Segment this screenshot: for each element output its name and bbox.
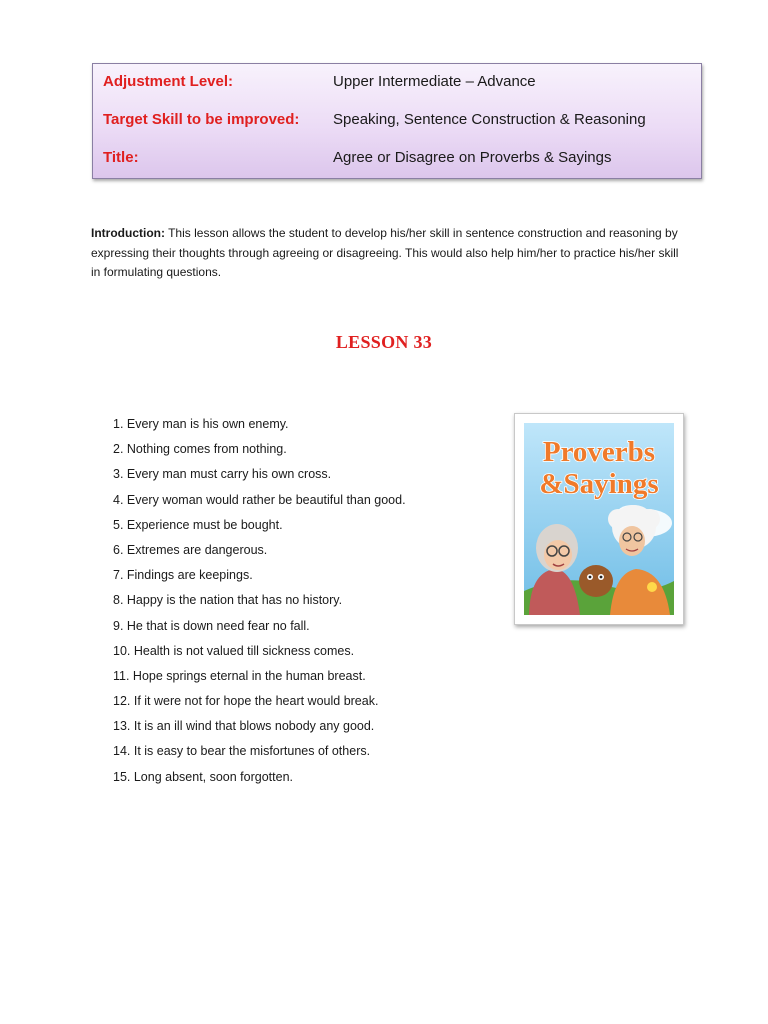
list-item: 5. Experience must be bought. <box>113 517 283 532</box>
lesson-title: LESSON 33 <box>335 332 433 352</box>
list-item: 15. Long absent, soon forgotten. <box>113 769 293 784</box>
list-item: 7. Findings are keepings. <box>113 568 253 583</box>
target-skill-value: Speaking, Sentence Construction & Reasoning <box>333 111 646 128</box>
proverb-list <box>113 414 406 792</box>
list-item: 13. It is an ill wind that blows nobody any good. <box>113 719 375 734</box>
target-skill-label: Target Skill to be improved: <box>103 111 300 128</box>
list-item: 3. Every man must carry his own cross. <box>113 467 332 482</box>
introduction-paragraph <box>91 224 681 283</box>
list-item: 12. If it were not for hope the heart would break. <box>113 694 379 709</box>
cover-title-line-1: Proverbs <box>542 436 656 468</box>
book-cover-image <box>514 413 684 625</box>
info-row-title <box>93 146 701 170</box>
list-item: 8. Happy is the nation that has no history. <box>113 593 343 608</box>
list-item: 2. Nothing comes from nothing. <box>113 442 287 457</box>
lesson-info-box <box>92 63 702 179</box>
adjustment-level-value: Upper Intermediate – Advance <box>333 73 536 90</box>
list-item: 14. It is easy to bear the misfortunes of others. <box>113 744 371 759</box>
introduction-label: Introduction: <box>91 226 165 240</box>
list-item: 1. Every man is his own enemy. <box>113 417 289 431</box>
introduction-text: This lesson allows the student to develop his/her skill in sentence construction and reasoning by expressing their thoughts through agreeing or disagreeing. This would also help him/her to practice his/her skill in formulating questions. <box>91 226 679 279</box>
list-item: 4. Every woman would rather be beautiful than good. <box>113 492 406 507</box>
adjustment-level-label: Adjustment Level: <box>103 73 234 90</box>
title-value: Agree or Disagree on Proverbs & Sayings <box>333 149 612 166</box>
list-item: 6. Extremes are dangerous. <box>113 542 268 557</box>
list-item: 10. Health is not valued till sickness comes. <box>113 643 355 658</box>
info-row-level <box>93 70 701 94</box>
info-row-skill <box>93 108 701 132</box>
cover-title-line-2: &Sayings <box>539 468 659 500</box>
list-item: 9. He that is down need fear no fall. <box>113 618 310 633</box>
list-item: 11. Hope springs eternal in the human breast. <box>113 668 366 683</box>
mascot-figure <box>579 565 613 597</box>
book-cover-illustration <box>524 423 674 615</box>
title-label: Title: <box>103 149 139 166</box>
